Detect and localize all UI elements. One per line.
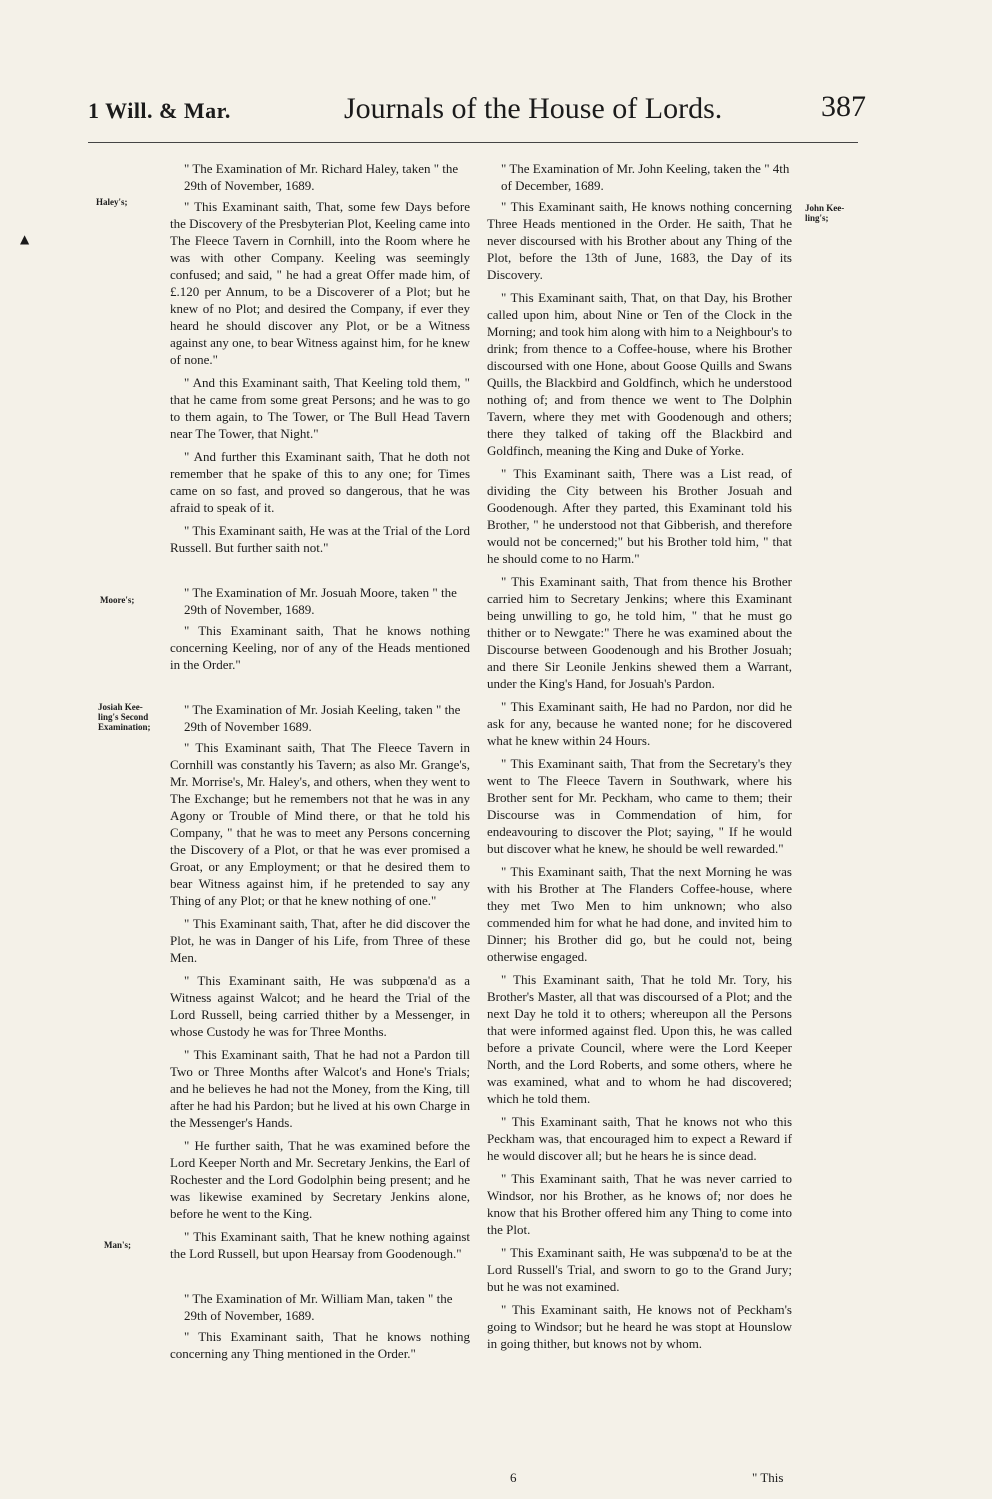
- john-examination-title: " The Examination of Mr. John Keeling, taken the " 4th of December, 1689.: [501, 161, 790, 193]
- catchword: " This: [752, 1470, 784, 1485]
- john-paragraph-11: " This Examinant saith, He was subpœna'd to be at the Lord Russell's Trial, and sworn to go to the Grand Jury; but he was not examined.: [487, 1245, 792, 1294]
- john-paragraph-2: " This Examinant saith, That, on that Day, his Brother called upon him, about Nine or Ten of the Clock in the Morning; and took him along with him to a Neighbour's to drink; from thence to a Coffee-house, where his Brother discoursed with one Hone, about Goose Quills and Swans Quills, the Blackbird and Goldfinch, which he understood nothing of; and from thence we went to The Dolphin Tavern, where they met with Goodenough and others; there they talked of taking off the Blackbird and Goldfinch, meaning the King and Duke of Yorke.: [487, 290, 792, 458]
- margin-note-haley: Haley's;: [96, 197, 128, 207]
- margin-note-moore: Moore's;: [100, 595, 135, 605]
- josiah-paragraph-1: " This Examinant saith, That The Fleece Tavern in Cornhill was constantly his Tavern; as also Mr. Grange's, Mr. Morrise's, Mr. Haley's, and others, when they went to The Exchange; but he remembers not that he was in any Agony or Trouble of Mind there, or that he told his Company, " that he was to meet any Persons concerning the Discovery of a Plot, or that he was ever promised a Groat, or any Employment; or that he desired them to bear Witness against him, if he pretended to say any Thing of any Plot; or that he knew nothing of one.": [170, 740, 470, 908]
- josiah-paragraph-2: " This Examinant saith, That, after he did discover the Plot, he was in Danger of his Life, from Three of these Men.: [170, 916, 470, 965]
- margin-note-man: Man's;: [104, 1240, 131, 1250]
- john-paragraph-4: " This Examinant saith, That from thence his Brother carried him to Secretary Jenkins; where this Examinant being unwilling to go, he told him, " that he must go thither or to Newgate:" There he was examined about the Discourse between Goodenough and his Brother Josuah; and there Sir Leonile Jenkins shewed them a Warrant, under the King's Hand, for Josuah's Pardon.: [487, 574, 792, 691]
- man-examination-title: " The Examination of Mr. William Man, taken " the 29th of November, 1689.: [184, 1291, 453, 1323]
- margin-note-john-line1: John Kee-: [805, 203, 845, 213]
- regnal-year: 1 Will. & Mar.: [88, 98, 231, 123]
- margin-note-john: [805, 203, 844, 223]
- john-paragraph-7: " This Examinant saith, That the next Morning he was with his Brother at The Flanders Coffee-house, where they met Two Men to him unknown; who also commended him for what he had done, and invited him to Dinner; his Brother did go, but he could not, being otherwise engaged.: [487, 864, 792, 964]
- john-paragraph-8: " This Examinant saith, That he told Mr. Tory, his Brother's Master, all that was discoursed of a Plot; and the next Day he told it to others; whereupon all the Persons that were informed against fled. Upon this, he was called before a private Council, where were the Lord Keeper North, and the Lord Roberts, and some others, where he was examined, what and to whom he had discovered; which he told them.: [487, 972, 792, 1106]
- signature-mark: 6: [510, 1470, 517, 1485]
- margin-note-josiah-line3: Examination;: [98, 722, 151, 732]
- page-number: 387: [821, 90, 866, 123]
- josiah-examination-title: " The Examination of Mr. Josiah Keeling, taken " the 29th of November 1689.: [184, 702, 461, 734]
- margin-note-josiah-line2: ling's Second: [98, 712, 149, 722]
- john-paragraph-5: " This Examinant saith, He had no Pardon, nor did he ask for any, because he wanted none; for he discovered what he knew within 24 Hours.: [487, 699, 792, 748]
- josiah-paragraph-5: " He further saith, That he was examined before the Lord Keeper North and Mr. Secretary Jenkins, the Earl of Rochester and the Lord Godolphin being present; and he was likewise examined by Secretary Jenkins alone, before he went to the King.: [170, 1138, 470, 1221]
- margin-mark: ▲: [20, 232, 30, 246]
- josiah-paragraph-4: " This Examinant saith, That he had not a Pardon till Two or Three Months after Walcot's and Hone's Trials; and he believes he had not the Money, from the King, till after he had his Pardon; but he lived at his own Charge in the Messenger's Hands.: [170, 1047, 470, 1130]
- moore-examination-title: " The Examination of Mr. Josuah Moore, taken " the 29th of November, 1689.: [184, 585, 457, 617]
- josiah-paragraph-6: " This Examinant saith, That he knew nothing against the Lord Russell, but upon Hearsay from Goodenough.": [170, 1229, 470, 1261]
- john-paragraph-6: " This Examinant saith, That from the Secretary's they went to The Fleece Tavern in Southwark, where his Brother sent for Mr. Peckham, who came to them; their Discourse was in Commendation of him, for endeavouring to discover the Plot; saying, " If he would but discover what he knew, he should be well rewarded.": [487, 756, 792, 856]
- john-paragraph-1: " This Examinant saith, He knows nothing concerning Three Heads mentioned in the Order. He saith, That he never discoursed with his Brother about any Thing of the Plot, before the 13th of June, 1683, the Day of its Discovery.: [487, 199, 792, 282]
- margin-note-john-line2: ling's;: [805, 213, 829, 223]
- john-paragraph-9: " This Examinant saith, That he knows not who this Peckham was, that encouraged him to expect a Reward if he would discover all; but he hears he is since dead.: [487, 1114, 792, 1163]
- john-paragraph-12: " This Examinant saith, He knows not of Peckham's going to Windsor; but he heard he was stopt at Hounslow in going thither, but knows not by whom.: [487, 1302, 792, 1351]
- moore-paragraph-1: " This Examinant saith, That he knows nothing concerning Keeling, nor of any of the Heads mentioned in the Order.": [170, 623, 470, 672]
- haley-paragraph-4: " This Examinant saith, He was at the Trial of the Lord Russell. But further saith not.": [170, 523, 470, 555]
- haley-paragraph-1: " This Examinant saith, That, some few Days before the Discovery of the Presbyterian Plot, Keeling came into The Fleece Tavern in Cornhill, into the Room where he was with other Company. Keeling was seemingly confused; and said, " he had a great Offer made him, of £.120 per Annum, to be a Discoverer of a Plot; but he knew of no Plot; and desired the Company, if ever they heard he should discover any Plot, or be a Witness against any one, to bear Witness against him, for he knew of none.": [170, 199, 471, 367]
- right-column: [487, 160, 792, 1358]
- john-paragraph-3: " This Examinant saith, There was a List read, of dividing the City between his Brother Josuah and Goodenough. After they parted, this Examinant told his Brother, " he understood not that Gibberish, and therefore would not be concerned;" but his Brother told him, " that he should come to no Harm.": [487, 466, 792, 566]
- man-paragraph-1: " This Examinant saith, That he knows nothing concerning any Thing mentioned in the Order.": [170, 1329, 470, 1361]
- josiah-paragraph-3: " This Examinant saith, He was subpœna'd as a Witness against Walcot; and he heard the Trial of the Lord Russell, being carried thither by a Messenger, in whose Custody he was for Three Months.: [170, 973, 470, 1039]
- margin-note-josiah: [98, 702, 151, 732]
- haley-paragraph-2: " And this Examinant saith, That Keeling told them, " that he came from some great Persons; and he was to go to them again, to The Tower, or The Bull Head Tavern near The Tower, that Night.": [170, 375, 470, 441]
- haley-paragraph-3: " And further this Examinant saith, That he doth not remember that he spake of this to any one; for Times came on so fast, and proved so dangerous, that he was afraid to speak of it.: [170, 449, 470, 515]
- page-header: [88, 90, 866, 143]
- haley-examination-title: " The Examination of Mr. Richard Haley, taken " the 29th of November, 1689.: [184, 161, 459, 193]
- john-paragraph-10: " This Examinant saith, That he was never carried to Windsor, nor his Brother, as he knows of; nor does he know that his Brother offered him any Thing to come into the Plot.: [487, 1171, 792, 1237]
- left-column: [170, 160, 470, 1368]
- running-title: Journals of the House of Lords.: [344, 92, 723, 125]
- margin-note-josiah-line1: Josiah Kee-: [98, 702, 143, 712]
